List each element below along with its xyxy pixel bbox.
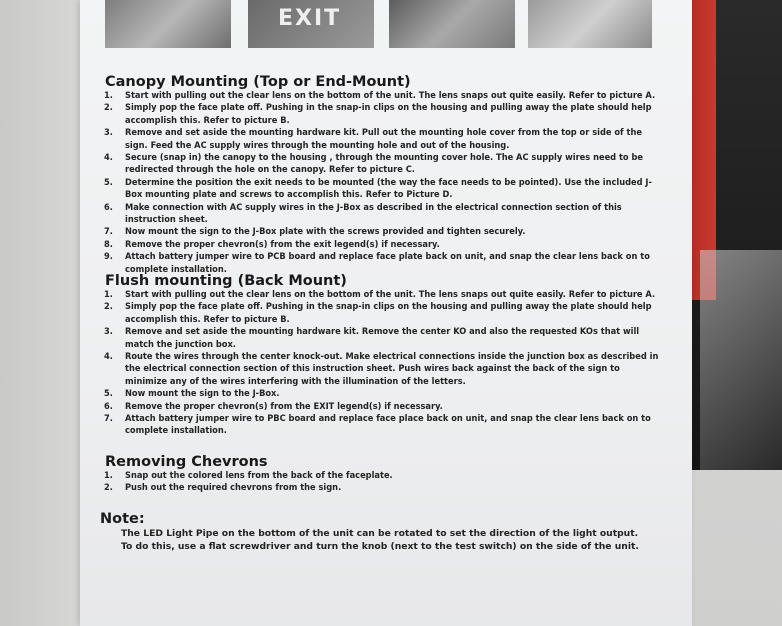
list-item: 8. Remove the proper chevron(s) from the exit legend(s) if necessary. bbox=[104, 238, 440, 250]
picture-a bbox=[105, 0, 231, 48]
canopy-steps bbox=[104, 90, 664, 276]
picture-d bbox=[528, 0, 652, 48]
plastic-wrap bbox=[700, 250, 782, 470]
picture-b bbox=[248, 0, 374, 48]
section-title-canopy: Canopy Mounting (Top or End-Mount) bbox=[105, 74, 411, 90]
chevron-steps bbox=[104, 470, 664, 495]
list-item: 9. Attach battery jumper wire to PCB board and replace face plate back on unit, and snap the clear lens back on to complete installation. bbox=[104, 251, 650, 275]
list-item: 1. Start with pulling out the clear lens on the bottom of the unit. The lens snaps out quite easily. Refer to picture A. bbox=[104, 90, 656, 101]
list-item: 6. Remove the proper chevron(s) from the EXIT legend(s) if necessary. bbox=[104, 400, 443, 412]
list-item: 7. Now mount the sign to the J-Box plate with the screws provided and tighten securely. bbox=[104, 226, 526, 238]
list-item: 4. Secure (snap in) the canopy to the housing , through the mounting cover hole. The AC supply wires need to be redirected through the hole on the canopy. Refer to picture C. bbox=[104, 152, 644, 176]
background-left bbox=[0, 0, 80, 626]
picture-strip bbox=[105, 0, 653, 48]
list-item: 1. Start with pulling out the clear lens on the bottom of the unit. The lens snaps out quite easily. Refer to picture A. bbox=[104, 289, 656, 300]
section-title-chevrons: Removing Chevrons bbox=[105, 454, 268, 470]
list-item: 1. Snap out the colored lens from the back of the faceplate. bbox=[104, 470, 393, 481]
list-item: 5. Now mount the sign to the J-Box. bbox=[104, 388, 280, 400]
list-item: 7. Attach battery jumper wire to PBC board and replace face place back on unit, and snap the clear lens back on to complete installation. bbox=[104, 413, 651, 437]
section-title-flush: Flush mounting (Back Mount) bbox=[105, 273, 347, 289]
list-item: 5. Determine the position the exit needs to be mounted (the way the face needs to be pointed). Use the included J-Box mounting plate and screws to accomplish this. Refer to Picture D. bbox=[104, 176, 652, 201]
note-title: Note: bbox=[100, 511, 145, 527]
picture-c bbox=[389, 0, 515, 48]
list-item: 2. Simply pop the face plate off. Pushing in the snap-in clips on the housing and pulling away the plate should help accomplish this. Refer to picture B. bbox=[104, 102, 652, 126]
flush-steps bbox=[104, 289, 664, 438]
list-item: 2. Simply pop the face plate off. Pushing in the snap-in clips on the housing and pulling away the plate should help accomplish this. Refer to picture B. bbox=[104, 301, 652, 325]
exit-sign-text: EXIT bbox=[278, 6, 342, 31]
list-item: 3. Remove and set aside the mounting hardware kit. Remove the center KO and also the requested KOs that will match the junction box. bbox=[104, 326, 640, 350]
list-item: 4. Route the wires through the center knock-out. Make electrical connections inside the junction box as described in the electrical connection section of this instruction sheet. Push wires back against the back of the sign to minimize any of the wires interfering with the illumination of the letters. bbox=[104, 351, 659, 387]
list-item: 2. Push out the required chevrons from the sign. bbox=[104, 482, 342, 494]
note-text: The LED Light Pipe on the bottom of the unit can be rotated to set the direction of the light output. To do this, use a flat screwdriver and turn the knob (next to the test switch) on the side of the unit. bbox=[121, 528, 639, 552]
list-item: 3. Remove and set aside the mounting hardware kit. Pull out the mounting hole cover from the top or side of the sign. Feed the AC supply wires through the mounting hole and out of the housing. bbox=[104, 127, 642, 151]
list-item: 6. Make connection with AC supply wires in the J-Box as described in the electrical connection section of this instruction sheet. bbox=[104, 201, 622, 226]
